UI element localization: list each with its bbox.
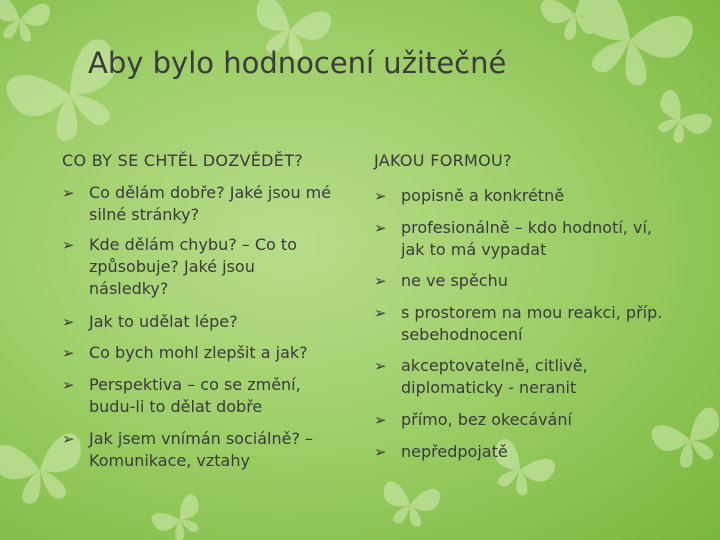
- list-item: [374, 355, 634, 399]
- list-item-text: popisně a konkrétně: [401, 186, 565, 205]
- list-item-text: nepředpojatě: [401, 442, 508, 461]
- list-item: [374, 441, 674, 463]
- right-column-heading: JAKOU FORMOU?: [374, 151, 512, 170]
- list-item: [374, 185, 674, 207]
- list-item-text: akceptovatelně, citlivě, diplomaticky - neranit: [401, 356, 588, 397]
- arrow-bullet-icon: ➢: [374, 272, 387, 290]
- list-item-text: Jak jsem vnímán sociálně? – Komunikace, vztahy: [89, 429, 314, 470]
- arrow-bullet-icon: ➢: [62, 236, 75, 254]
- arrow-bullet-icon: ➢: [62, 184, 75, 202]
- list-item: [62, 428, 362, 472]
- list-item: [62, 182, 352, 226]
- list-item-text: profesionálně – kdo hodnotí, ví, jak to má vypadat: [401, 218, 652, 259]
- list-item: [374, 270, 674, 292]
- arrow-bullet-icon: ➢: [374, 187, 387, 205]
- arrow-bullet-icon: ➢: [374, 411, 387, 429]
- list-item-text: Jak to udělat lépe?: [89, 312, 238, 331]
- arrow-bullet-icon: ➢: [374, 219, 387, 237]
- arrow-bullet-icon: ➢: [374, 357, 387, 375]
- left-column-heading: CO BY SE CHTĚL DOZVĚDĚT?: [62, 151, 304, 170]
- list-item-text: Kde dělám chybu? – Co to způsobuje? Jaké jsou následky?: [89, 235, 297, 298]
- list-item: [62, 311, 352, 333]
- slide-title: Aby bylo hodnocení užitečné: [88, 46, 507, 80]
- list-item-text: Co dělám dobře? Jaké jsou mé silné stránky?: [89, 183, 332, 224]
- list-item-text: Perspektiva – co se změní, budu-li to dělat dobře: [89, 375, 301, 416]
- arrow-bullet-icon: ➢: [62, 344, 75, 362]
- arrow-bullet-icon: ➢: [62, 376, 75, 394]
- list-item: [374, 302, 674, 346]
- list-item: [62, 234, 332, 300]
- list-item: [62, 342, 352, 364]
- list-item: [374, 409, 674, 431]
- arrow-bullet-icon: ➢: [62, 313, 75, 331]
- arrow-bullet-icon: ➢: [374, 443, 387, 461]
- list-item-text: Co bych mohl zlepšit a jak?: [89, 343, 308, 362]
- arrow-bullet-icon: ➢: [374, 304, 387, 322]
- list-item: [374, 217, 674, 261]
- list-item-text: přímo, bez okecávání: [401, 410, 572, 429]
- arrow-bullet-icon: ➢: [62, 430, 75, 448]
- list-item-text: ne ve spěchu: [401, 271, 508, 290]
- list-item-text: s prostorem na mou reakci, příp. sebehodnocení: [401, 303, 663, 344]
- list-item: [62, 374, 352, 418]
